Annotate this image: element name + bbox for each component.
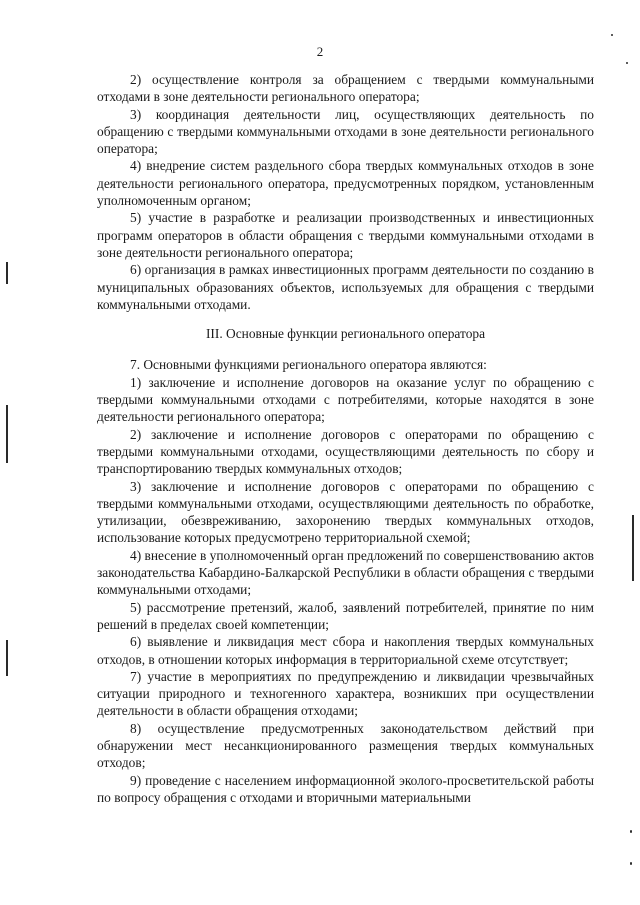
paragraph: 2) осуществление контроля за обращением с твердыми коммунальными отходами в зоне деятельности регионального оператора;	[97, 72, 594, 105]
paragraph: 2) заключение и исполнение договоров с операторами по обращению с твердыми коммунальными отходами, осуществляющими деятельность по сбору и транспортированию твердых коммунальных отходов;	[97, 426, 594, 477]
paragraph: 7. Основными функциями регионального оператора являются:	[130, 357, 487, 373]
scan-dot	[630, 862, 632, 865]
section-heading: III. Основные функции регионального оператора	[205, 326, 486, 342]
scan-mark-left	[6, 640, 8, 676]
scan-mark-right	[632, 515, 634, 581]
paragraph: 5) участие в разработке и реализации производственных и инвестиционных программ операторов в области обращения с твердыми коммунальными отходами в зоне деятельности регионального оператора;	[97, 210, 594, 260]
scan-dot	[630, 830, 632, 833]
paragraph: 3) заключение и исполнение договоров с операторами по обращению с твердыми коммунальными отходами, осуществляющими деятельность по обработке, утилизации, обезвреживанию, захоронению твердых коммунальных отходов, использование которых предусмотрено территориальной схемой;	[97, 478, 594, 546]
paragraph: 1) заключение и исполнение договоров на оказание услуг по обращению с твердыми коммунальными отходами с потребителями, которые находятся в зоне деятельности регионального оператора;	[97, 374, 594, 425]
paragraph: 3) координация деятельности лиц, осуществляющих деятельность по обращению с твердыми коммунальными отходами в зоне деятельности регионального оператора;	[97, 106, 594, 157]
paragraph: 6) организация в рамках инвестиционных программ деятельности по созданию в муниципальных образованиях объектов, используемых для обращения с твердыми коммунальными отходами.	[97, 262, 594, 312]
paragraph: 4) внесение в уполномоченный орган предложений по совершенствованию актов законодательства Кабардино-Балкарской Республики в области обращения с твердыми коммунальными отходами;	[97, 547, 594, 598]
paragraph: 9) проведение с населением информационной эколого-просветительской работы по вопросу обращения с отходами и вторичными материальными	[97, 772, 594, 805]
paragraph: 7) участие в мероприятиях по предупреждению и ликвидации чрезвычайных ситуации природного и техногенного характера, возникших при осуществлении деятельности в области обращения отходами;	[97, 668, 594, 719]
paragraph: 5) рассмотрение претензий, жалоб, заявлений потребителей, принятие по ним решений в пределах своей компетенции;	[97, 599, 594, 632]
paragraph: 8) осуществление предусмотренных законодательством действий при обнаружении мест несанкционированного размещения твердых коммунальных отходов;	[97, 720, 594, 771]
page-number: 2	[316, 44, 324, 59]
scan-mark-left	[6, 405, 8, 463]
paragraph: 4) внедрение систем раздельного сбора твердых коммунальных отходов в зоне деятельности регионального оператора, предусмотренных порядком, установленным уполномоченным органом;	[97, 158, 594, 209]
document-body	[97, 71, 594, 806]
scan-mark-left	[6, 262, 8, 284]
scan-dot	[626, 62, 628, 64]
scan-dot	[611, 34, 613, 36]
paragraph: 6) выявление и ликвидация мест сбора и накопления твердых коммунальных отходов, в отношении которых информация в территориальной схеме отсутствует;	[97, 634, 594, 667]
